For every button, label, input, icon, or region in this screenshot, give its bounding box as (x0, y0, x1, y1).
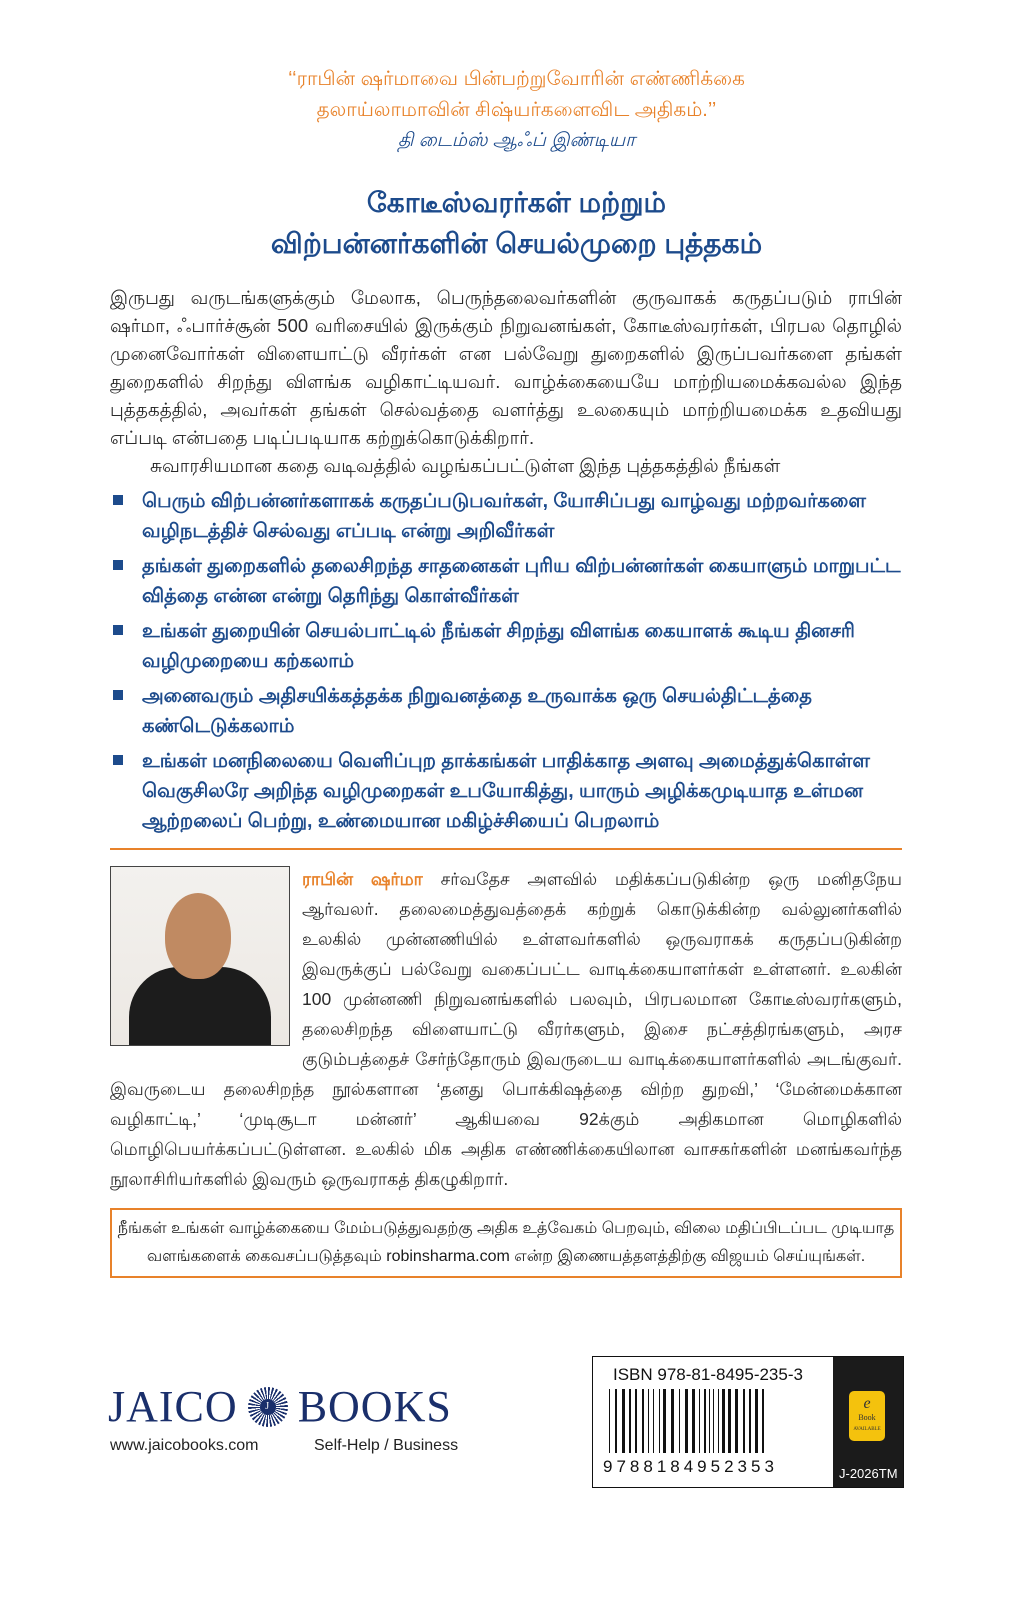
divider (110, 848, 902, 850)
barcode-bar (615, 1389, 617, 1453)
barcode-bar (622, 1389, 625, 1453)
bullet-square-icon (113, 495, 123, 505)
list-item (110, 486, 902, 546)
author-photo-head (165, 893, 231, 979)
list-item-text: தங்கள் துறைகளில் தலைசிறந்த சாதனைகள் புரிய விற்பன்னர்கள் கையாளும் மாறுபட்ட வித்தை என்ன என்று தெரிந்து கொள்வீர்கள் (142, 555, 901, 607)
bullet-square-icon (113, 690, 123, 700)
barcode-bar (709, 1389, 710, 1453)
list-item (110, 551, 902, 611)
barcode-bar (692, 1389, 695, 1453)
ebook-panel (833, 1357, 903, 1487)
barcode-bar (728, 1389, 731, 1453)
barcode-bar (699, 1389, 700, 1453)
website-callout (110, 1208, 902, 1278)
barcode-digits: 9788184952353 (603, 1457, 778, 1476)
barcode-bar (749, 1389, 751, 1453)
publisher-logo (108, 1382, 452, 1432)
barcode-bar (659, 1389, 660, 1453)
list-item (110, 616, 902, 676)
genre-label: Self-Help / Business (314, 1437, 459, 1454)
quote-attribution: தி டைம்ஸ் ஆஃப் இண்டியா (397, 130, 636, 151)
author-photo (110, 866, 290, 1046)
description (110, 284, 902, 480)
ebook-word: Book (858, 1413, 876, 1422)
barcode-bar (704, 1389, 706, 1453)
barcode-bar (718, 1389, 719, 1453)
barcode-bar (653, 1389, 654, 1453)
author-name: ராபின் ஷர்மா (302, 869, 423, 889)
catalog-code: J-2026TM (839, 1466, 898, 1481)
bullet-square-icon (113, 560, 123, 570)
barcode-panel (592, 1356, 904, 1488)
author-bio (110, 864, 902, 1194)
description-paragraph: இருபது வருடங்களுக்கும் மேலாக, பெருந்தலைவர்களின் குருவாகக் கருதப்படும் ராபின் ஷர்மா, ஃபார்ச்சூன் 500 வரிசையில் இருக்கும் நிறுவனங்கள், கோடீஸ்வரர்கள், பிரபல தொழில் முனைவோர்கள் விளையாட்டு வீரர்கள் என பல்வேறு துறைகளில் இருப்பவர்களை தங்கள் துறைகளில் சிறந்து விளங்க வழிகாட்டியவர். வாழ்க்கையையே மாற்றியமைக்கவல்ல இந்த புத்தகத்தில், அவர்கள் தங்கள் செல்வத்தை வளர்த்து உலகையும் மாற்றியமைக்க உதவியது எப்படி என்பதை படிப்படியாக கற்றுக்கொடுக்கிறார். (110, 287, 902, 448)
barcode-bar (642, 1389, 644, 1453)
bullet-square-icon (113, 755, 123, 765)
benefits-list (110, 486, 902, 836)
quote-line-1: ‘‘ராபின் ஷர்மாவை பின்பற்றுவோரின் எண்ணிக்கை (288, 68, 745, 90)
callout-line-2: வளங்களைக் கைவசப்படுத்தவும் robinsharma.com என்ற இணையத்தளத்திற்கு விஜயம் செய்யுங்கள். (146, 1248, 866, 1265)
barcode-bar (735, 1389, 738, 1453)
barcode-bar (713, 1389, 714, 1453)
book-subtitle-line-1: கோடீஸ்வரர்கள் மற்றும் (366, 187, 667, 218)
barcode-bar (663, 1389, 666, 1453)
ebook-badge: AVAILABLE (853, 1427, 881, 1432)
bullet-square-icon (113, 625, 123, 635)
barcode-bar (648, 1389, 649, 1453)
list-item-text: உங்கள் துறையின் செயல்பாட்டில் நீங்கள் சிறந்து விளங்க கையாளக் கூடிய தினசரி வழிமுறையை கற்கலாம் (142, 620, 855, 672)
list-item-text: அனைவரும் அதிசயிக்கத்தக்க நிறுவனத்தை உருவாக்க ஒரு செயல்திட்டத்தை கண்டெடுக்கலாம் (142, 685, 812, 737)
barcode-bar (629, 1389, 631, 1453)
barcode (607, 1389, 823, 1453)
barcode-bar (671, 1389, 674, 1453)
callout-line-1: நீங்கள் உங்கள் வாழ்க்கையை மேம்படுத்துவதற்கு அதிக உத்வேகம் பெறவும், விலை மதிப்பிடப்பட முடியாத (117, 1220, 895, 1237)
logo-mark: J (260, 1399, 276, 1415)
chakra-wheel-icon (248, 1387, 288, 1427)
description-intro: சுவாரசியமான கதை வடிவத்தில் வழங்கப்பட்டுள்ள இந்த புத்தகத்தில் நீங்கள் (150, 455, 781, 476)
quote-line-2: தலாய்லாமாவின் சிஷ்யர்களைவிட அதிகம்.’’ (316, 99, 717, 121)
ebook-letter: e (863, 1395, 871, 1412)
main-content (110, 284, 902, 1278)
barcode-bar (679, 1389, 680, 1453)
barcode-bar (685, 1389, 688, 1453)
barcode-bar (755, 1389, 758, 1453)
barcode-bar (722, 1389, 725, 1453)
list-item-text: பெரும் விற்பன்னர்களாகக் கருதப்படுபவர்கள், யோசிப்பது வாழ்வது மற்றவர்களை வழிநடத்திச் செல்வது எப்படி என்று அறிவீர்கள் (142, 490, 866, 542)
barcode-bar (762, 1389, 764, 1453)
logo-text-right: BOOKS (297, 1382, 452, 1431)
barcode-bar (635, 1389, 637, 1453)
publisher-url[interactable]: www.jaicobooks.com (110, 1437, 259, 1454)
ebook-available-icon (849, 1391, 885, 1441)
barcode-bar (743, 1389, 745, 1453)
list-item-text: உங்கள் மனநிலையை வெளிப்புற தாக்கங்கள் பாதிக்காத அளவு அமைத்துக்கொள்ள வெகுசிலரே அறிந்த வழிமுறைகள் உபயோகித்து, யாரும் அழிக்கமுடியாத உள்மன ஆற்றலைப் பெற்று, உண்மையான மகிழ்ச்சியைப் பெறலாம் (142, 750, 870, 832)
list-item (110, 746, 902, 836)
book-subtitle-line-2: விற்பன்னர்களின் செயல்முறை புத்தகம் (270, 228, 763, 259)
list-item (110, 681, 902, 741)
isbn-text: ISBN 978-81-8495-235-3 (613, 1365, 803, 1384)
barcode-bar (609, 1389, 610, 1453)
author-bio-text: சர்வதேச அளவில் மதிக்கப்படுகின்ற ஒரு மனிதநேய ஆர்வலர். தலைமைத்துவத்தைக் கற்றுக் கொடுக்கின்ற வல்லுனர்களில் உலகில் முன்னணியில் உள்ளவர்களில் ஒருவராகக் கருதப்படுகின்ற இவருக்குப் பல்வேறு வகைப்பட்ட வாடிக்கையாளர்கள் உள்ளனர். உலகின் 100 முன்னணி நிறுவனங்களில் பலவும், பிரபலமான கோடீஸ்வரர்களும், தலைசிறந்த விளையாட்டு வீரர்களும், இசை நட்சத்திரங்களும், அரச குடும்பத்தைச் சேர்ந்தோரும் இவருடைய வாடிக்கையாளர்களில் அடங்குவர். இவருடைய தலைசிறந்த நூல்களான ‘தனது பொக்கிஷத்தை விற்ற துறவி,’ ‘மேன்மைக்கான வழிகாட்டி,’ ‘முடிசூடா மன்னர்’ ஆகியவை 92க்கும் அதிகமான மொழிகளில் மொழிபெயர்க்கப்பட்டுள்ளன. உலகில் மிக அதிக எண்ணிக்கையிலான வாசகர்களின் மனங்கவர்ந்த நூலாசிரியர்களில் இவரும் ஒருவராகத் திகழுகிறார். (110, 869, 902, 1189)
logo-text-left: JAICO (108, 1382, 238, 1431)
